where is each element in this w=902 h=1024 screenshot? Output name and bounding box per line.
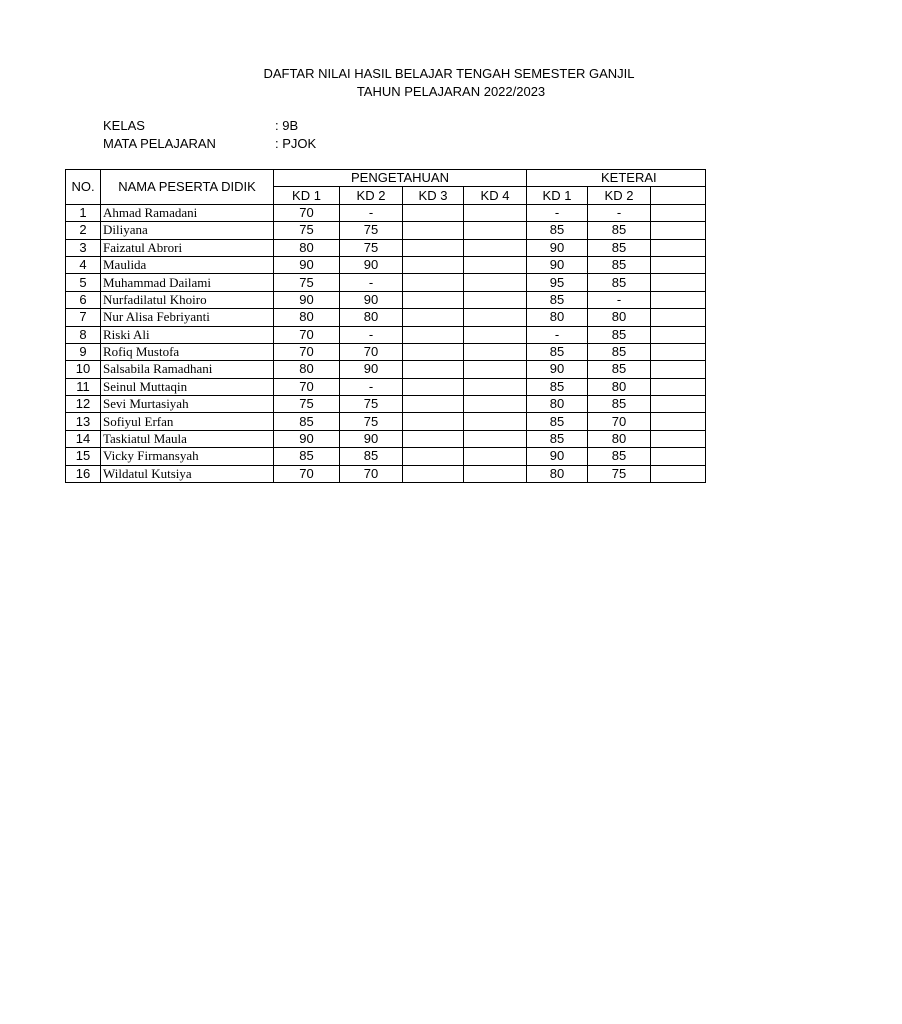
row-number: 2 bbox=[66, 222, 101, 239]
student-name: Seinul Muttaqin bbox=[101, 378, 274, 395]
table-row bbox=[66, 396, 706, 413]
student-name: Wildatul Kutsiya bbox=[101, 465, 274, 482]
student-name: Riski Ali bbox=[101, 326, 274, 343]
keterampilan-score: 85 bbox=[588, 396, 651, 413]
table-row bbox=[66, 256, 706, 273]
keterampilan-score: 85 bbox=[588, 326, 651, 343]
table-row bbox=[66, 361, 706, 378]
pengetahuan-score bbox=[464, 239, 527, 256]
kd-header: KD 4 bbox=[464, 187, 527, 204]
pengetahuan-score bbox=[464, 222, 527, 239]
student-name: Muhammad Dailami bbox=[101, 274, 274, 291]
pengetahuan-score bbox=[403, 430, 464, 447]
pengetahuan-score bbox=[464, 448, 527, 465]
keterampilan-score-empty bbox=[651, 396, 706, 413]
row-number: 6 bbox=[66, 291, 101, 308]
kd-header: KD 2 bbox=[588, 187, 651, 204]
pengetahuan-score bbox=[403, 465, 464, 482]
pengetahuan-score bbox=[464, 256, 527, 273]
grades-table-viewport bbox=[65, 169, 657, 487]
row-number: 4 bbox=[66, 256, 101, 273]
pengetahuan-score: 75 bbox=[274, 274, 340, 291]
kd-header: KD 1 bbox=[527, 187, 588, 204]
keterampilan-score-empty bbox=[651, 343, 706, 360]
student-name: Ahmad Ramadani bbox=[101, 204, 274, 221]
keterampilan-score: 85 bbox=[527, 222, 588, 239]
keterampilan-score: 85 bbox=[527, 378, 588, 395]
pengetahuan-score: 75 bbox=[340, 396, 403, 413]
student-name: Vicky Firmansyah bbox=[101, 448, 274, 465]
pengetahuan-score bbox=[464, 204, 527, 221]
keterampilan-score: 85 bbox=[588, 274, 651, 291]
kelas-label: KELAS bbox=[103, 118, 145, 133]
keterampilan-score: 80 bbox=[588, 430, 651, 447]
pengetahuan-score: - bbox=[340, 204, 403, 221]
document-subtitle: TAHUN PELAJARAN 2022/2023 bbox=[356, 84, 546, 99]
keterampilan-score-empty bbox=[651, 465, 706, 482]
keterampilan-score: 85 bbox=[588, 239, 651, 256]
pengetahuan-score: 80 bbox=[274, 361, 340, 378]
grades-table bbox=[65, 169, 706, 483]
pengetahuan-score: 90 bbox=[340, 291, 403, 308]
pengetahuan-score bbox=[464, 343, 527, 360]
column-header-name: NAMA PESERTA DIDIK bbox=[101, 170, 274, 205]
keterampilan-score-empty bbox=[651, 413, 706, 430]
keterampilan-score: - bbox=[588, 204, 651, 221]
keterampilan-score: 85 bbox=[527, 291, 588, 308]
student-name: Rofiq Mustofa bbox=[101, 343, 274, 360]
keterampilan-score-empty bbox=[651, 448, 706, 465]
kd-header-empty bbox=[651, 187, 706, 204]
row-number: 7 bbox=[66, 309, 101, 326]
pengetahuan-score bbox=[403, 274, 464, 291]
mata-pelajaran-value: : PJOK bbox=[275, 136, 317, 151]
group-header-keterampilan: KETERAI bbox=[527, 170, 706, 187]
student-name: Faizatul Abrori bbox=[101, 239, 274, 256]
keterampilan-score-empty bbox=[651, 222, 706, 239]
keterampilan-score: 85 bbox=[527, 413, 588, 430]
table-row bbox=[66, 448, 706, 465]
pengetahuan-score: 70 bbox=[274, 204, 340, 221]
pengetahuan-score bbox=[403, 361, 464, 378]
pengetahuan-score bbox=[403, 256, 464, 273]
pengetahuan-score bbox=[464, 309, 527, 326]
pengetahuan-score bbox=[403, 239, 464, 256]
student-name: Maulida bbox=[101, 256, 274, 273]
student-name: Nurfadilatul Khoiro bbox=[101, 291, 274, 308]
pengetahuan-score bbox=[403, 378, 464, 395]
keterampilan-score: 85 bbox=[588, 343, 651, 360]
pengetahuan-score bbox=[464, 465, 527, 482]
keterampilan-score-empty bbox=[651, 239, 706, 256]
student-name: Sofiyul Erfan bbox=[101, 413, 274, 430]
row-number: 13 bbox=[66, 413, 101, 430]
pengetahuan-score: 75 bbox=[340, 222, 403, 239]
keterampilan-score-empty bbox=[651, 291, 706, 308]
keterampilan-score: 75 bbox=[588, 465, 651, 482]
row-number: 15 bbox=[66, 448, 101, 465]
pengetahuan-score bbox=[464, 396, 527, 413]
pengetahuan-score: 75 bbox=[274, 396, 340, 413]
table-row bbox=[66, 343, 706, 360]
keterampilan-score: 70 bbox=[588, 413, 651, 430]
pengetahuan-score bbox=[403, 396, 464, 413]
pengetahuan-score: - bbox=[340, 326, 403, 343]
keterampilan-score: 80 bbox=[588, 378, 651, 395]
table-row bbox=[66, 222, 706, 239]
pengetahuan-score: 70 bbox=[340, 465, 403, 482]
keterampilan-score: 85 bbox=[588, 256, 651, 273]
grades-table-body bbox=[66, 204, 706, 482]
keterampilan-score-empty bbox=[651, 326, 706, 343]
pengetahuan-score: 90 bbox=[340, 430, 403, 447]
pengetahuan-score: 70 bbox=[274, 343, 340, 360]
pengetahuan-score bbox=[403, 448, 464, 465]
pengetahuan-score bbox=[403, 204, 464, 221]
pengetahuan-score: 70 bbox=[274, 378, 340, 395]
keterampilan-score-empty bbox=[651, 378, 706, 395]
keterampilan-score: 95 bbox=[527, 274, 588, 291]
document-title: DAFTAR NILAI HASIL BELAJAR TENGAH SEMESTER GANJIL bbox=[263, 66, 635, 81]
pengetahuan-score: 90 bbox=[340, 256, 403, 273]
kd-header: KD 1 bbox=[274, 187, 340, 204]
kd-header: KD 3 bbox=[403, 187, 464, 204]
keterampilan-score: 90 bbox=[527, 361, 588, 378]
row-number: 3 bbox=[66, 239, 101, 256]
student-name: Salsabila Ramadhani bbox=[101, 361, 274, 378]
keterampilan-score: 85 bbox=[588, 222, 651, 239]
pengetahuan-score bbox=[464, 274, 527, 291]
keterampilan-score: 90 bbox=[527, 239, 588, 256]
student-name: Sevi Murtasiyah bbox=[101, 396, 274, 413]
kd-header: KD 2 bbox=[340, 187, 403, 204]
table-row bbox=[66, 378, 706, 395]
pengetahuan-score bbox=[464, 378, 527, 395]
pengetahuan-score bbox=[403, 413, 464, 430]
pengetahuan-score: 75 bbox=[340, 239, 403, 256]
keterampilan-score-empty bbox=[651, 309, 706, 326]
pengetahuan-score bbox=[464, 430, 527, 447]
keterampilan-score-empty bbox=[651, 274, 706, 291]
table-row bbox=[66, 291, 706, 308]
pengetahuan-score: - bbox=[340, 378, 403, 395]
pengetahuan-score bbox=[403, 291, 464, 308]
pengetahuan-score bbox=[403, 343, 464, 360]
row-number: 5 bbox=[66, 274, 101, 291]
pengetahuan-score bbox=[403, 222, 464, 239]
pengetahuan-score bbox=[464, 291, 527, 308]
keterampilan-score-empty bbox=[651, 204, 706, 221]
keterampilan-score: - bbox=[527, 326, 588, 343]
table-row bbox=[66, 309, 706, 326]
keterampilan-score: 85 bbox=[588, 361, 651, 378]
table-row bbox=[66, 204, 706, 221]
keterampilan-score: 80 bbox=[527, 396, 588, 413]
pengetahuan-score: 75 bbox=[340, 413, 403, 430]
row-number: 16 bbox=[66, 465, 101, 482]
pengetahuan-score: - bbox=[340, 274, 403, 291]
student-name: Nur Alisa Febriyanti bbox=[101, 309, 274, 326]
row-number: 8 bbox=[66, 326, 101, 343]
pengetahuan-score bbox=[403, 309, 464, 326]
pengetahuan-score bbox=[464, 326, 527, 343]
keterampilan-score: - bbox=[527, 204, 588, 221]
pengetahuan-score bbox=[403, 326, 464, 343]
table-row bbox=[66, 274, 706, 291]
pengetahuan-score: 70 bbox=[274, 465, 340, 482]
keterampilan-score: 80 bbox=[527, 465, 588, 482]
keterampilan-score: 85 bbox=[588, 448, 651, 465]
keterampilan-score: 80 bbox=[527, 309, 588, 326]
keterampilan-score-empty bbox=[651, 361, 706, 378]
kelas-value: : 9B bbox=[275, 118, 299, 133]
mata-pelajaran-label: MATA PELAJARAN bbox=[103, 136, 216, 151]
pengetahuan-score: 85 bbox=[340, 448, 403, 465]
pengetahuan-score: 85 bbox=[274, 448, 340, 465]
table-row bbox=[66, 326, 706, 343]
row-number: 14 bbox=[66, 430, 101, 447]
row-number: 10 bbox=[66, 361, 101, 378]
pengetahuan-score: 90 bbox=[274, 256, 340, 273]
pengetahuan-score: 70 bbox=[274, 326, 340, 343]
pengetahuan-score: 90 bbox=[340, 361, 403, 378]
pengetahuan-score: 90 bbox=[274, 430, 340, 447]
keterampilan-score: 80 bbox=[588, 309, 651, 326]
group-header-pengetahuan: PENGETAHUAN bbox=[274, 170, 527, 187]
keterampilan-score: 85 bbox=[527, 430, 588, 447]
table-row bbox=[66, 239, 706, 256]
column-header-no: NO. bbox=[66, 170, 101, 205]
keterampilan-score-empty bbox=[651, 430, 706, 447]
row-number: 12 bbox=[66, 396, 101, 413]
student-name: Diliyana bbox=[101, 222, 274, 239]
pengetahuan-score: 90 bbox=[274, 291, 340, 308]
table-row bbox=[66, 430, 706, 447]
pengetahuan-score bbox=[464, 361, 527, 378]
keterampilan-score: 90 bbox=[527, 256, 588, 273]
row-number: 1 bbox=[66, 204, 101, 221]
pengetahuan-score: 80 bbox=[340, 309, 403, 326]
keterampilan-score-empty bbox=[651, 256, 706, 273]
keterampilan-score: 90 bbox=[527, 448, 588, 465]
pengetahuan-score: 80 bbox=[274, 239, 340, 256]
student-name: Taskiatul Maula bbox=[101, 430, 274, 447]
pengetahuan-score: 80 bbox=[274, 309, 340, 326]
table-row bbox=[66, 465, 706, 482]
row-number: 9 bbox=[66, 343, 101, 360]
pengetahuan-score: 75 bbox=[274, 222, 340, 239]
row-number: 11 bbox=[66, 378, 101, 395]
pengetahuan-score: 70 bbox=[340, 343, 403, 360]
keterampilan-score: - bbox=[588, 291, 651, 308]
pengetahuan-score bbox=[464, 413, 527, 430]
table-row bbox=[66, 413, 706, 430]
keterampilan-score: 85 bbox=[527, 343, 588, 360]
pengetahuan-score: 85 bbox=[274, 413, 340, 430]
